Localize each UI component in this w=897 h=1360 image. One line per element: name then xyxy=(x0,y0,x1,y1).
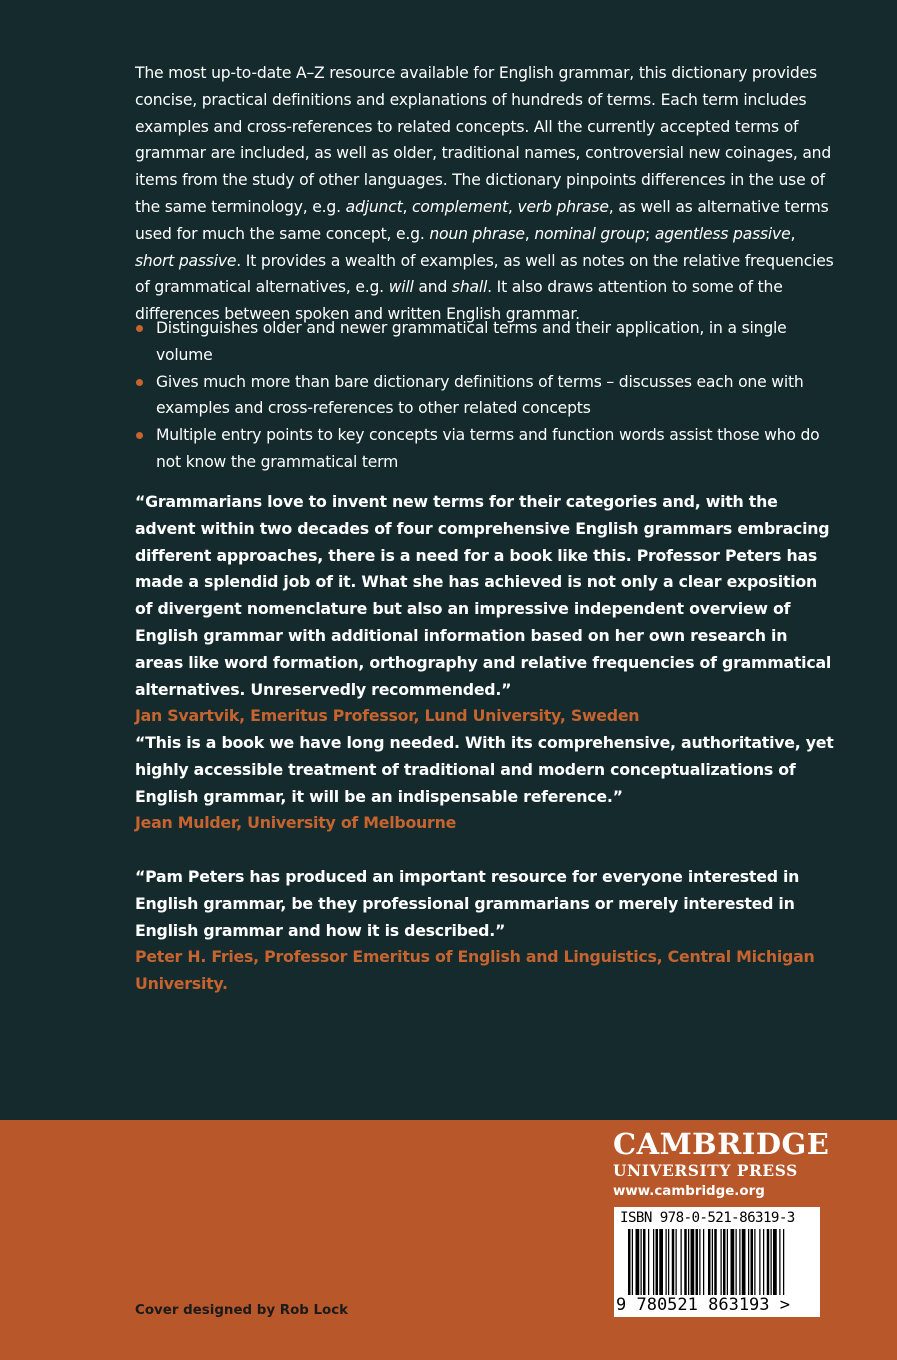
barcode-bar xyxy=(653,1229,654,1295)
barcode-bar xyxy=(779,1229,780,1295)
barcode-bar xyxy=(712,1229,713,1295)
review-quote xyxy=(135,864,835,998)
barcode-bar xyxy=(703,1229,704,1295)
barcode-bar xyxy=(688,1229,689,1295)
barcode-bar xyxy=(767,1229,770,1295)
publisher-subtitle: UNIVERSITY PRESS xyxy=(613,1162,798,1180)
barcode-bar xyxy=(771,1229,772,1295)
barcode-bar xyxy=(676,1229,677,1295)
barcode-bar xyxy=(714,1229,717,1295)
bullet-icon xyxy=(136,432,143,439)
barcode-bar xyxy=(736,1229,737,1295)
barcode-bar xyxy=(731,1229,735,1295)
barcode-bar xyxy=(742,1229,746,1295)
barcode-bar xyxy=(783,1229,784,1295)
publisher-name: CAMBRIDGE xyxy=(613,1127,830,1161)
isbn-label: ISBN 978-0-521-86319-3 xyxy=(620,1210,795,1226)
barcode-bar xyxy=(684,1229,687,1295)
barcode-bar xyxy=(632,1229,633,1295)
barcode-bar xyxy=(636,1229,640,1295)
barcode-bar xyxy=(708,1229,711,1295)
barcode-bar xyxy=(691,1229,695,1295)
bullet-icon xyxy=(136,325,143,332)
review-quote xyxy=(135,730,835,837)
quote-attribution: Jan Svartvik, Emeritus Professor, Lund University, Sweden xyxy=(135,706,640,726)
barcode-bar xyxy=(754,1229,755,1295)
barcode-bar xyxy=(666,1229,667,1295)
quote-text: “Pam Peters has produced an important resource for everyone interested in English grammar, be they professional grammarians or merely interested in English grammar and how it is described.” xyxy=(135,867,800,940)
barcode-bar xyxy=(628,1229,631,1295)
barcode-bar xyxy=(648,1229,649,1295)
feature-list xyxy=(135,315,835,476)
barcode-bar xyxy=(656,1229,659,1295)
barcode-bar xyxy=(721,1229,722,1295)
barcode-bar xyxy=(748,1229,749,1295)
barcode-bar xyxy=(699,1229,700,1295)
barcode-bar xyxy=(759,1229,760,1295)
barcode-bar xyxy=(763,1229,764,1295)
barcode-bar xyxy=(668,1229,669,1295)
barcode-bar xyxy=(641,1229,642,1295)
quote-text: “Grammarians love to invent new terms for their categories and, with the advent within two decades of four comprehensive English grammars embracing different approaches, there is a need for a book like this. Professor Peters has made a splendid job of it. What she has achieved is not only a clear exposition of divergent nomenclature but also an impressive independent overview of English grammar with additional information based on her own research in areas like word formation, orthography and relative frequencies of grammatical alternatives. Unreservedly recommended.” xyxy=(135,492,832,699)
feature-item: Multiple entry points to key concepts via terms and function words assist those who do not know the grammatical term xyxy=(135,422,835,476)
feature-item: Gives much more than bare dictionary definitions of terms – discusses each one with examples and cross-references to other related concepts xyxy=(135,369,835,423)
bullet-icon xyxy=(136,379,143,386)
feature-item: Distinguishes older and newer grammatical terms and their application, in a single volume xyxy=(135,315,835,369)
barcode-bar xyxy=(773,1229,777,1295)
barcode-digits: 9 780521 863193 > xyxy=(616,1295,790,1315)
barcode-bar xyxy=(723,1229,726,1295)
barcode-bar xyxy=(681,1229,682,1295)
barcode-bar xyxy=(696,1229,699,1295)
quote-attribution: Jean Mulder, University of Melbourne xyxy=(135,813,457,833)
isbn-barcode xyxy=(614,1207,820,1317)
barcode-bar xyxy=(643,1229,646,1295)
cover-credit: Cover designed by Rob Lock xyxy=(135,1303,349,1318)
description-paragraph: The most up-to-date A–Z resource available for English grammar, this dictionary provides concise, practical definitions and explanations of hundreds of terms. Each term includes examples and cross-references to related concepts. All the currently accepted terms of grammar are included, as well as older, traditional names, controversial new coinages, and items from the study of other languages. The dictionary pinpoints differences in the use of the same terminology, e.g. adjunct, complement, verb phrase, as well as alternative terms used for much the same concept, e.g. noun phrase, nominal group; agentless passive, short passive. It provides a wealth of examples, as well as notes on the relative frequencies of grammatical alternatives, e.g. will and shall. It also draws attention to some of the differences between spoken and written English grammar. xyxy=(135,64,834,324)
review-quote xyxy=(135,489,835,730)
quote-text: “This is a book we have long needed. With its comprehensive, authoritative, yet highly accessible treatment of traditional and modern conceptualizations of English grammar, it will be an indispensable reference.” xyxy=(135,733,834,806)
quote-attribution: Peter H. Fries, Professor Emeritus of English and Linguistics, Central Michigan University. xyxy=(135,947,815,994)
publisher-logo xyxy=(613,1126,830,1204)
barcode-bar xyxy=(659,1229,663,1295)
barcode-bar xyxy=(672,1229,675,1295)
barcode-bar xyxy=(751,1229,754,1295)
barcode-bar xyxy=(727,1229,728,1295)
publisher-url[interactable]: www.cambridge.org xyxy=(613,1184,765,1199)
barcode-bar xyxy=(739,1229,740,1295)
